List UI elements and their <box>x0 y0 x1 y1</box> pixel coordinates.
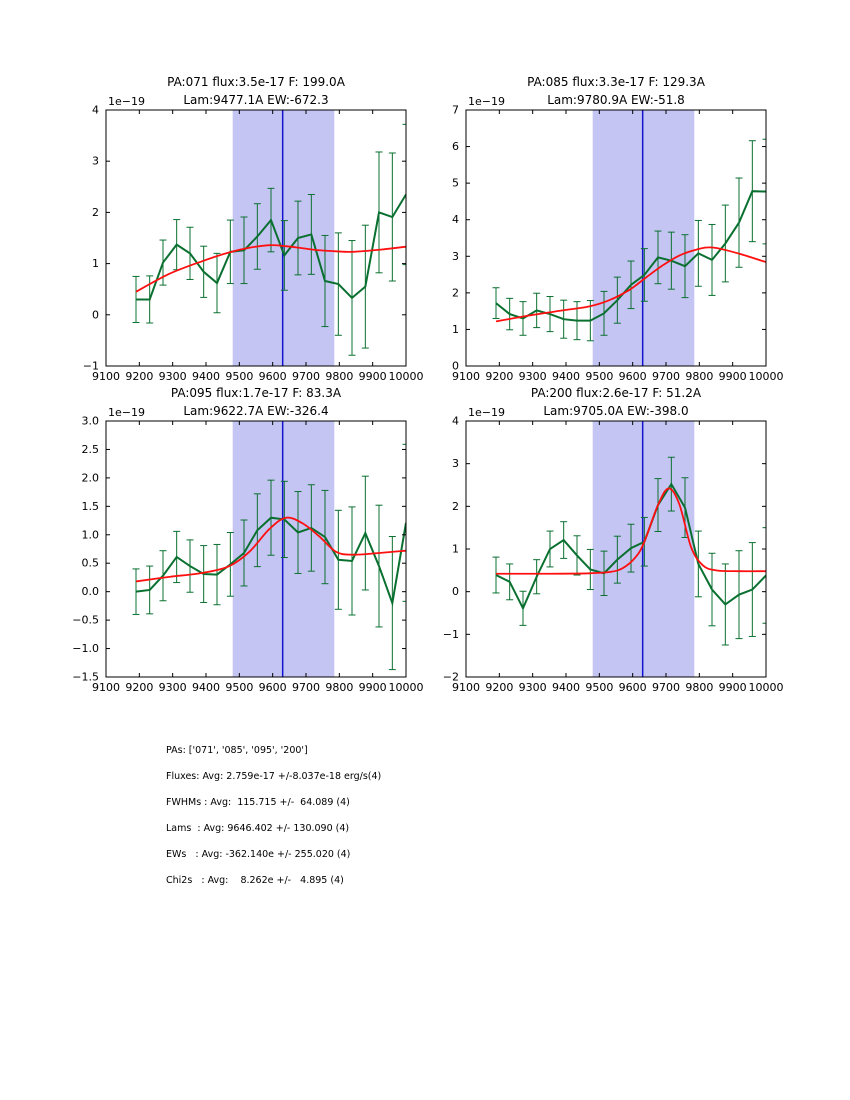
stats-line-fwhms: FWHMs : Avg: 115.715 +/- 64.089 (4) <box>166 797 350 808</box>
y-tick-label: 0 <box>92 308 99 322</box>
y-tick-label: −2 <box>442 670 459 684</box>
x-tick-label: 9700 <box>292 681 320 694</box>
y-tick-label: 7 <box>452 103 459 117</box>
subplot-title-3 <box>466 384 766 420</box>
y-tick-label: −1 <box>82 359 99 373</box>
stats-line-chi2s: Chi2s : Avg: 8.262e +/- 4.895 (4) <box>166 875 344 886</box>
x-tick-label: 9600 <box>258 370 287 383</box>
y-tick-label: 4 <box>92 103 99 117</box>
y-tick-label: 3.0 <box>81 414 99 428</box>
subplot-title-2 <box>106 384 406 420</box>
x-tick-label: 9400 <box>552 370 580 383</box>
x-tick-label: 9800 <box>325 681 354 694</box>
y-tick-label: 6 <box>452 140 459 154</box>
y-tick-label: −1.5 <box>72 670 99 684</box>
y-tick-label: 1 <box>452 322 459 336</box>
y-tick-label: −1.0 <box>72 642 99 656</box>
fit-window-band <box>233 110 335 366</box>
y-tick-label: 2.5 <box>81 442 99 456</box>
fit-window-band <box>233 421 335 677</box>
y-tick-label: 0.5 <box>81 556 99 570</box>
subplot-title-line1: PA:071 flux:3.5e-17 F: 199.0A <box>167 75 345 89</box>
x-tick-label: 9800 <box>325 370 354 383</box>
stats-line-fluxes: Fluxes: Avg: 2.759e-17 +/-8.037e-18 erg/s(4) <box>166 771 382 782</box>
subplot-title-line1: PA:095 flux:1.7e-17 F: 83.3A <box>170 386 342 400</box>
y-tick-label: 1.5 <box>81 499 99 513</box>
x-tick-label: 9500 <box>225 370 254 383</box>
x-tick-label: 9100 <box>452 370 480 383</box>
y-tick-label: 4 <box>452 213 459 227</box>
x-tick-label: 9300 <box>158 370 187 383</box>
stats-line-ews: EWs : Avg: -362.140e +/- 255.020 (4) <box>166 849 351 860</box>
y-tick-label: −0.5 <box>72 613 99 627</box>
stats-line-lams: Lams : Avg: 9646.402 +/- 130.090 (4) <box>166 823 350 834</box>
x-tick-label: 9400 <box>192 370 220 383</box>
subplot-1 <box>452 104 784 384</box>
x-tick-label: 9200 <box>125 681 154 694</box>
x-tick-label: 9100 <box>92 681 120 694</box>
y-axis-offset-label: 1e−19 <box>468 95 505 108</box>
x-tick-label: 9700 <box>292 370 320 383</box>
x-tick-label: 9600 <box>618 370 647 383</box>
y-tick-label: 0.0 <box>81 585 99 599</box>
x-tick-label: 9600 <box>258 681 287 694</box>
y-axis-offset-label: 1e−19 <box>108 95 145 108</box>
x-tick-label: 9300 <box>518 681 547 694</box>
subplot-title-line2: Lam:9705.0A EW:-398.0 <box>543 404 689 418</box>
y-tick-label: 3 <box>452 249 459 263</box>
y-tick-label: 1.0 <box>81 528 99 542</box>
subplot-2 <box>72 415 423 695</box>
subplot-title-line2: Lam:9622.7A EW:-326.4 <box>183 404 329 418</box>
y-tick-label: 0 <box>452 359 459 373</box>
y-tick-label: 2 <box>452 499 459 513</box>
x-tick-label: 9800 <box>685 370 714 383</box>
y-tick-label: −1 <box>442 627 459 641</box>
x-tick-label: 9700 <box>652 681 680 694</box>
x-tick-label: 9200 <box>125 370 154 383</box>
y-tick-label: 1 <box>92 257 99 271</box>
y-tick-label: 0 <box>452 585 459 599</box>
x-tick-label: 9900 <box>358 370 387 383</box>
x-tick-label: 9800 <box>685 681 714 694</box>
subplot-3 <box>443 415 784 695</box>
x-tick-label: 9300 <box>158 681 187 694</box>
x-tick-label: 9300 <box>518 370 547 383</box>
x-tick-label: 9700 <box>652 370 680 383</box>
x-tick-label: 9900 <box>718 370 747 383</box>
fit-window-band <box>593 110 695 366</box>
subplot-title-0 <box>106 73 406 109</box>
y-tick-label: 2 <box>92 205 99 219</box>
subplot-title-line2: Lam:9477.1A EW:-672.3 <box>183 93 329 107</box>
x-tick-label: 10000 <box>748 370 784 383</box>
y-tick-label: 2.0 <box>81 471 99 485</box>
x-tick-label: 9100 <box>452 681 480 694</box>
stats-line-pas: PAs: ['071', '085', '095', '200'] <box>166 745 308 756</box>
y-tick-label: 3 <box>92 154 99 168</box>
y-tick-label: 4 <box>452 414 459 428</box>
subplot-title-line1: PA:085 flux:3.3e-17 F: 129.3A <box>527 75 705 89</box>
subplot-title-1 <box>466 73 766 109</box>
y-axis-offset-label: 1e−19 <box>468 406 505 419</box>
subplot-0 <box>83 104 424 384</box>
x-tick-label: 9200 <box>485 370 514 383</box>
x-tick-label: 9200 <box>485 681 514 694</box>
x-tick-label: 9900 <box>718 681 747 694</box>
x-tick-label: 10000 <box>388 370 424 383</box>
subplot-title-line2: Lam:9780.9A EW:-51.8 <box>547 93 685 107</box>
x-tick-label: 10000 <box>388 681 424 694</box>
x-tick-label: 9400 <box>552 681 580 694</box>
x-tick-label: 9500 <box>225 681 254 694</box>
subplot-title-line1: PA:200 flux:2.6e-17 F: 51.2A <box>530 386 702 400</box>
x-tick-label: 9900 <box>358 681 387 694</box>
x-tick-label: 9400 <box>192 681 220 694</box>
y-axis-offset-label: 1e−19 <box>108 406 145 419</box>
y-tick-label: 3 <box>452 457 459 471</box>
y-tick-label: 5 <box>452 176 459 190</box>
x-tick-label: 9500 <box>585 681 614 694</box>
y-tick-label: 1 <box>452 542 459 556</box>
x-tick-label: 9500 <box>585 370 614 383</box>
x-tick-label: 10000 <box>748 681 784 694</box>
x-tick-label: 9600 <box>618 681 647 694</box>
y-tick-label: 2 <box>452 286 459 300</box>
stats-block <box>166 744 381 900</box>
fit-window-band <box>593 421 695 677</box>
x-tick-label: 9100 <box>92 370 120 383</box>
